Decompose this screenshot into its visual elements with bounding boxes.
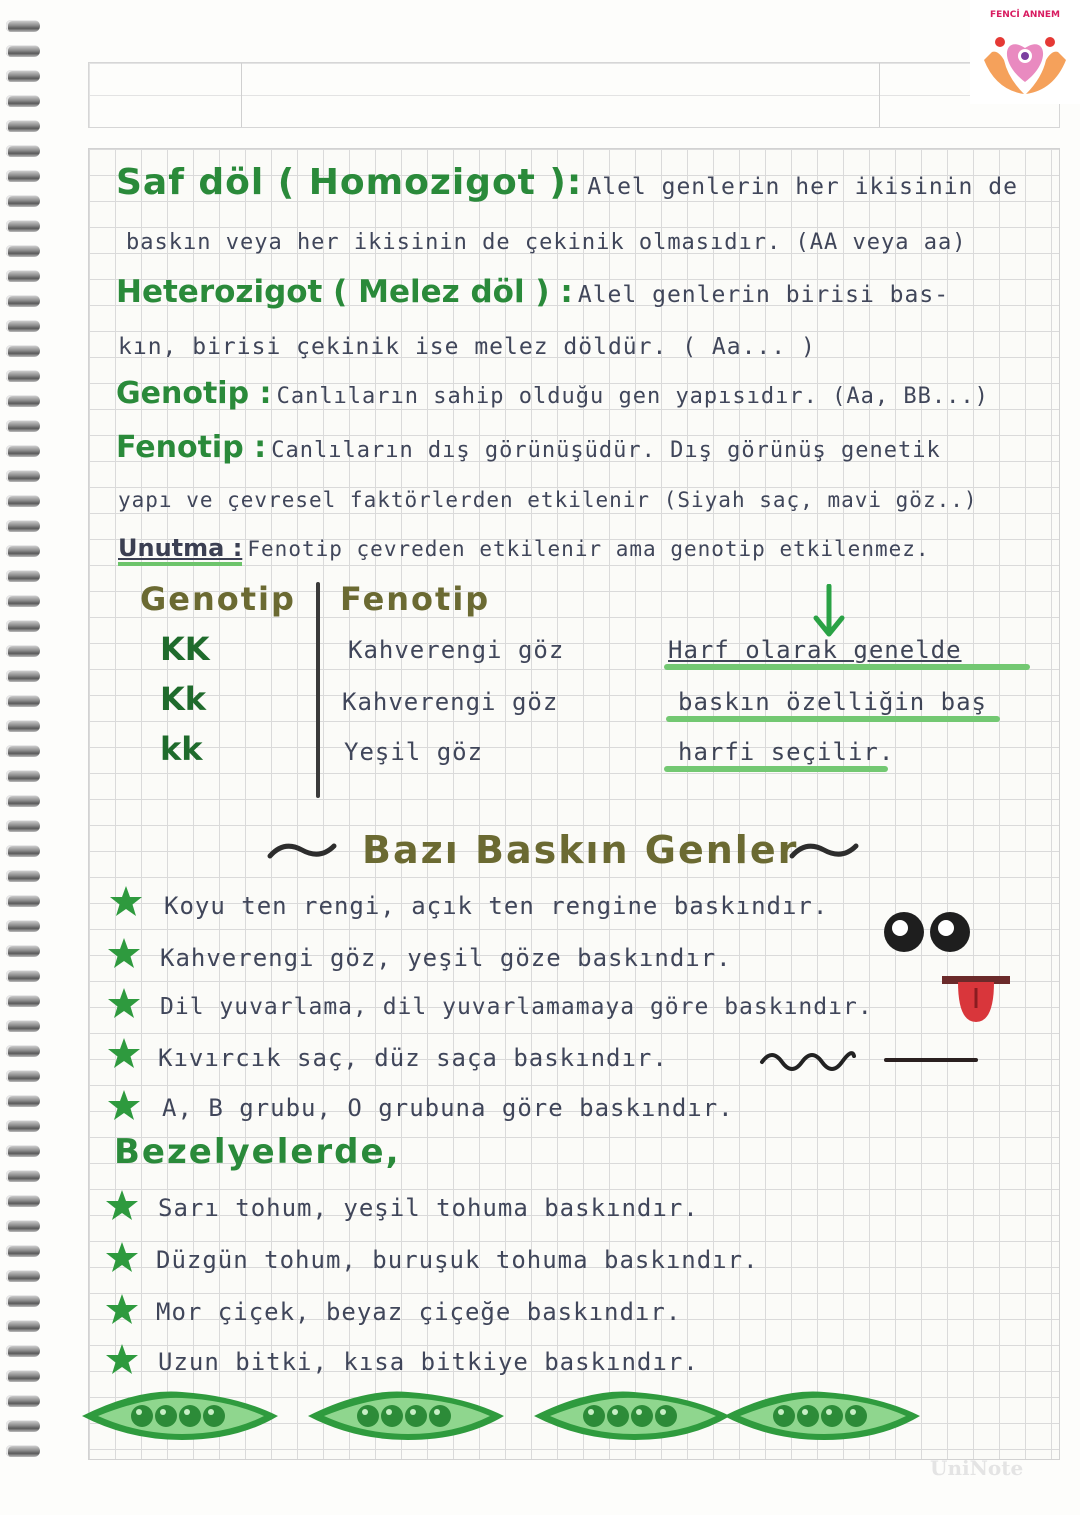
spiral-ring bbox=[6, 395, 40, 407]
spiral-ring bbox=[6, 1320, 40, 1332]
spiral-ring bbox=[6, 1195, 40, 1207]
pea-pod-icon bbox=[720, 1386, 926, 1446]
star-bullet-icon bbox=[104, 1342, 140, 1378]
spiral-ring bbox=[6, 870, 40, 882]
peas-item-3: Mor çiçek, beyaz çiçeğe baskındır. bbox=[156, 1298, 682, 1326]
table-genotip-3: kk bbox=[160, 730, 203, 768]
spiral-ring bbox=[6, 1245, 40, 1257]
table-fenotip-2: Kahverengi göz bbox=[342, 688, 559, 716]
unutma-term: Unutma : bbox=[118, 534, 242, 566]
spiral-ring bbox=[6, 420, 40, 432]
heterozigot-term: Heterozigot ( Melez döl ) : bbox=[116, 274, 573, 310]
pea-pod-icon bbox=[530, 1386, 736, 1446]
straight-hair-icon bbox=[884, 1058, 978, 1062]
star-bullet-icon bbox=[106, 1088, 142, 1124]
spiral-binding bbox=[0, 20, 48, 1480]
spiral-ring bbox=[6, 695, 40, 707]
dominant-item-4: Kıvırcık saç, düz saça baskındır. bbox=[158, 1044, 668, 1072]
eyes-icon bbox=[880, 908, 976, 956]
dominant-item-2: Kahverengi göz, yeşil göze baskındır. bbox=[160, 944, 732, 972]
spiral-ring bbox=[6, 895, 40, 907]
spiral-ring bbox=[6, 1170, 40, 1182]
note-line-2: baskın özelliğin baş bbox=[678, 688, 987, 716]
spiral-ring bbox=[6, 170, 40, 182]
unutma-text: Fenotip çevreden etkilenir ama genotip etkilenmez. bbox=[247, 537, 930, 561]
star-bullet-icon bbox=[104, 1240, 140, 1276]
uninote-watermark: UniNote bbox=[930, 1456, 1024, 1480]
table-fenotip-3: Yeşil göz bbox=[344, 738, 484, 766]
spiral-ring bbox=[6, 270, 40, 282]
dominant-item-5: A, B grubu, O grubuna göre baskındır. bbox=[162, 1094, 734, 1122]
heterozigot-text-1: Alel genlerin birisi bas- bbox=[577, 282, 950, 308]
spiral-ring bbox=[6, 1020, 40, 1032]
dominant-item-3: Dil yuvarlama, dil yuvarlamamaya göre baskındır. bbox=[160, 994, 873, 1020]
table-genotip-1: KK bbox=[160, 630, 210, 668]
spiral-ring bbox=[6, 95, 40, 107]
fenotip-term: Fenotip : bbox=[116, 430, 267, 465]
spiral-ring bbox=[6, 645, 40, 657]
unutma-line bbox=[118, 534, 930, 562]
spiral-ring bbox=[6, 295, 40, 307]
curly-hair-icon bbox=[758, 1046, 858, 1076]
peas-item-4: Uzun bitki, kısa bitkiye baskındır. bbox=[158, 1348, 699, 1376]
star-bullet-icon bbox=[106, 986, 142, 1022]
spiral-ring bbox=[6, 970, 40, 982]
peas-title: Bezelyelerde, bbox=[114, 1132, 401, 1172]
logo-text: FENCİ ANNEM bbox=[989, 10, 1061, 20]
table-fenotip-1: Kahverengi göz bbox=[348, 636, 565, 664]
dominant-item-1: Koyu ten rengi, açık ten rengine baskındır. bbox=[164, 892, 829, 920]
star-bullet-icon bbox=[106, 1036, 142, 1072]
table-header-fenotip: Fenotip bbox=[340, 580, 491, 618]
star-bullet-icon bbox=[106, 936, 142, 972]
saf-dol-text-1: Alel genlerin her ikisinin de bbox=[587, 174, 1018, 200]
heterozigot-line bbox=[116, 274, 949, 310]
fenotip-line bbox=[116, 430, 941, 465]
spiral-ring bbox=[6, 45, 40, 57]
spiral-ring bbox=[6, 20, 40, 32]
fenci-annem-logo bbox=[970, 0, 1080, 104]
spiral-ring bbox=[6, 595, 40, 607]
peas-item-1: Sarı tohum, yeşil tohuma baskındır. bbox=[158, 1194, 699, 1222]
spiral-ring bbox=[6, 445, 40, 457]
spiral-ring bbox=[6, 345, 40, 357]
hands-heart-icon bbox=[978, 20, 1072, 98]
spiral-ring bbox=[6, 145, 40, 157]
spiral-ring bbox=[6, 720, 40, 732]
spiral-ring bbox=[6, 1095, 40, 1107]
spiral-ring bbox=[6, 70, 40, 82]
spiral-ring bbox=[6, 1370, 40, 1382]
spiral-ring bbox=[6, 1270, 40, 1282]
peas-item-2: Düzgün tohum, buruşuk tohuma baskındır. bbox=[156, 1246, 759, 1274]
spiral-ring bbox=[6, 1420, 40, 1432]
saf-dol-line bbox=[116, 162, 1018, 203]
genotip-text: Canlıların sahip olduğu gen yapısıdır. (Aa, BB...) bbox=[276, 384, 989, 409]
spiral-ring bbox=[6, 470, 40, 482]
spiral-ring bbox=[6, 1295, 40, 1307]
spiral-ring bbox=[6, 320, 40, 332]
saf-dol-term: Saf döl ( Homozigot ): bbox=[116, 162, 583, 203]
spiral-ring bbox=[6, 220, 40, 232]
down-arrow-icon bbox=[812, 584, 846, 640]
heterozigot-text-2: kın, birisi çekinik ise melez döldür. ( Aa... ) bbox=[118, 334, 816, 360]
dominant-title: Bazı Baskın Genler bbox=[362, 828, 799, 872]
spiral-ring bbox=[6, 845, 40, 857]
table-divider bbox=[316, 582, 320, 798]
spiral-ring bbox=[6, 1345, 40, 1357]
spiral-ring bbox=[6, 1145, 40, 1157]
spiral-ring bbox=[6, 820, 40, 832]
star-bullet-icon bbox=[108, 884, 144, 920]
spiral-ring bbox=[6, 1070, 40, 1082]
tilde-right-icon bbox=[788, 838, 860, 864]
spiral-ring bbox=[6, 1045, 40, 1057]
spiral-ring bbox=[6, 195, 40, 207]
spiral-ring bbox=[6, 1220, 40, 1232]
spiral-ring bbox=[6, 545, 40, 557]
spiral-ring bbox=[6, 370, 40, 382]
spiral-ring bbox=[6, 120, 40, 132]
page-header-box bbox=[88, 62, 1060, 128]
spiral-ring bbox=[6, 795, 40, 807]
note-line-1: Harf olarak genelde bbox=[668, 636, 962, 664]
star-bullet-icon bbox=[104, 1292, 140, 1328]
tilde-left-icon bbox=[266, 838, 338, 864]
spiral-ring bbox=[6, 670, 40, 682]
spiral-ring bbox=[6, 1120, 40, 1132]
spiral-ring bbox=[6, 520, 40, 532]
fenotip-text-2: yapı ve çevresel faktörlerden etkilenir (Siyah saç, mavi göz..) bbox=[118, 488, 978, 512]
spiral-ring bbox=[6, 570, 40, 582]
tongue-icon bbox=[940, 974, 1012, 1026]
star-bullet-icon bbox=[104, 1188, 140, 1224]
saf-dol-text-2: baskın veya her ikisinin de çekinik olmasıdır. (AA veya aa) bbox=[126, 230, 967, 255]
note-line-3: harfi seçilir. bbox=[678, 738, 895, 766]
pea-pod-icon bbox=[304, 1386, 510, 1446]
fenotip-text-1: Canlıların dış görünüşüdür. Dış görünüş genetik bbox=[271, 438, 941, 463]
note-highlight-2 bbox=[666, 716, 1000, 722]
spiral-ring bbox=[6, 770, 40, 782]
spiral-ring bbox=[6, 495, 40, 507]
spiral-ring bbox=[6, 620, 40, 632]
table-header-genotip: Genotip bbox=[140, 580, 296, 618]
note-highlight-3 bbox=[664, 766, 888, 772]
spiral-ring bbox=[6, 1445, 40, 1457]
pea-pod-icon bbox=[78, 1386, 284, 1446]
spiral-ring bbox=[6, 995, 40, 1007]
spiral-ring bbox=[6, 920, 40, 932]
table-genotip-2: Kk bbox=[160, 680, 207, 718]
note-highlight-1 bbox=[664, 664, 1030, 670]
genotip-line bbox=[116, 376, 989, 411]
spiral-ring bbox=[6, 245, 40, 257]
genotip-term: Genotip : bbox=[116, 376, 272, 411]
spiral-ring bbox=[6, 945, 40, 957]
spiral-ring bbox=[6, 1395, 40, 1407]
spiral-ring bbox=[6, 745, 40, 757]
